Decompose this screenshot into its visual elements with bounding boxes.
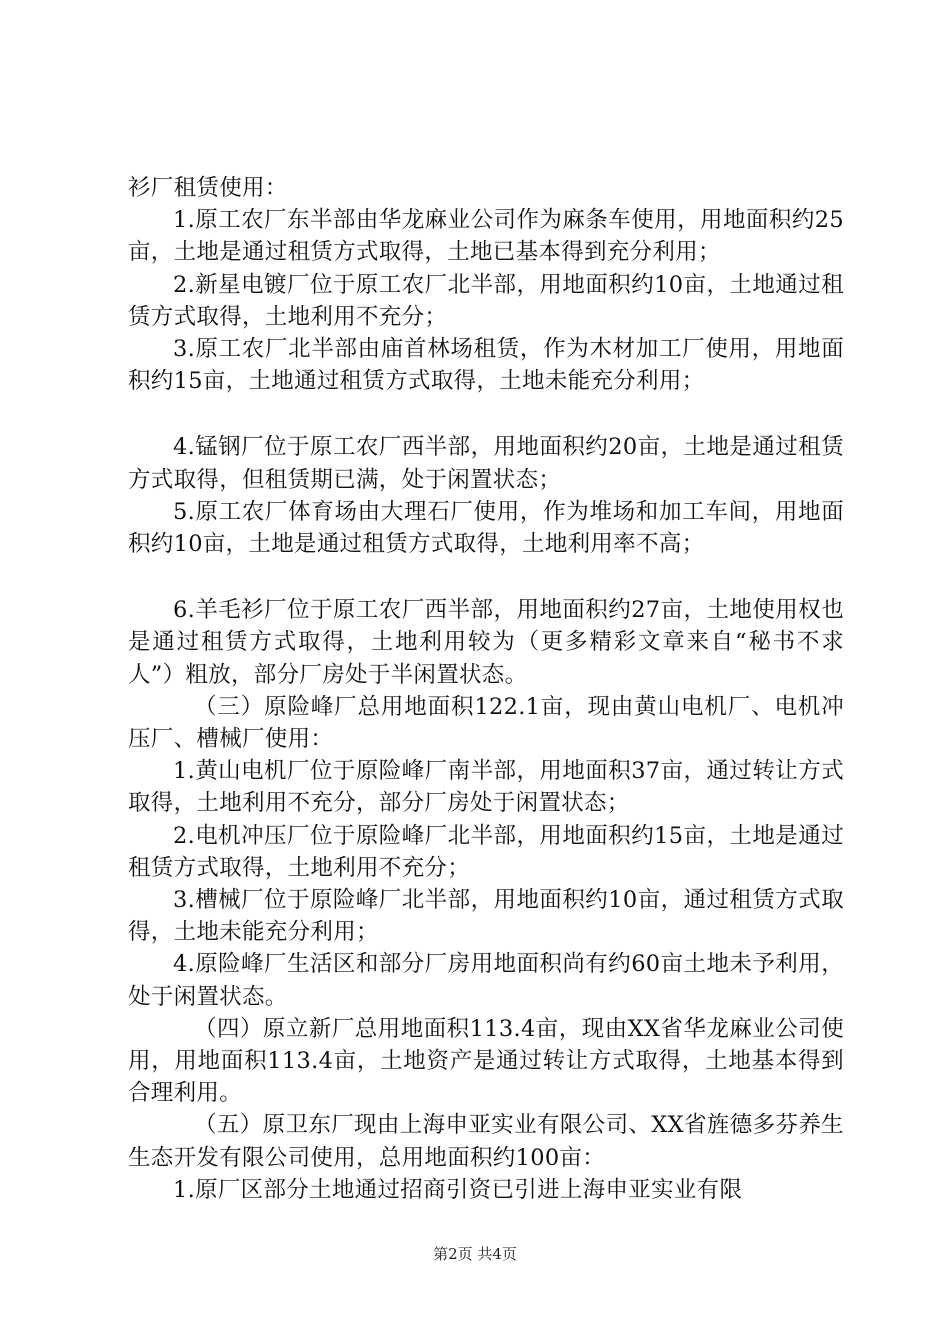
section-heading-paragraph: （五）原卫东厂现由上海申亚实业有限公司、XX省旌德多芬养生生态开发有限公司使用，总用地面积约100亩： [128,1112,844,1171]
paragraph: 1.原厂区部分土地通过招商引资已引进上海申亚实业有限 [173,1176,743,1203]
section-heading-paragraph: （四）原立新厂总用地面积113.4亩，现由XX省华龙麻业公司使用，用地面积113.4亩，土地资产是通过转让方式取得，土地基本得到合理利用。 [128,1015,844,1107]
paragraph: 3.槽械厂位于原险峰厂北半部，用地面积约10亩，通过租赁方式取得，土地未能充分利用； [128,887,844,946]
paragraph: 1.原工农厂东半部由华龙麻业公司作为麻条车使用，用地面积约25亩，土地是通过租赁方式取得，土地已基本得到充分利用； [128,207,844,266]
document-body [128,172,844,1206]
paragraph: 4.原险峰厂生活区和部分厂房用地面积尚有约60亩土地未予利用，处于闲置状态。 [128,951,844,1010]
section-heading-paragraph: （三）原险峰厂总用地面积122.1亩，现由黄山电机厂、电机冲压厂、槽械厂使用： [128,693,844,753]
page-footer: 第2页 共4页 [433,1245,517,1263]
paragraph: 3.原工农厂北半部由庙首林场租赁，作为木材加工厂使用，用地面积约15亩，土地通过租赁方式取得，土地未能充分利用； [128,336,844,395]
paragraph: 2.新星电镀厂位于原工农厂北半部，用地面积约10亩，土地通过租赁方式取得，土地利用不充分； [128,271,844,330]
paragraph: 衫厂租赁使用： [128,175,288,201]
paragraph: 1.黄山电机厂位于原险峰厂南半部，用地面积37亩，通过转让方式取得，土地利用不充分，部分厂房处于闲置状态； [128,758,844,817]
paragraph: 6.羊毛衫厂位于原工农厂西半部，用地面积约27亩，土地使用权也是通过租赁方式取得，土地利用较为（更多精彩文章来自“秘书不求人”）粗放，部分厂房处于半闲置状态。 [128,597,844,688]
paragraph: 2.电机冲压厂位于原险峰厂北半部，用地面积约15亩，土地是通过租赁方式取得，土地利用不充分； [128,822,844,881]
paragraph: 5.原工农厂体育场由大理石厂使用，作为堆场和加工车间，用地面积约10亩，土地是通过租赁方式取得，土地利用率不高； [128,498,844,558]
paragraph: 4.锰钢厂位于原工农厂西半部，用地面积约20亩，土地是通过租赁方式取得，但租赁期已满，处于闲置状态； [128,434,844,493]
